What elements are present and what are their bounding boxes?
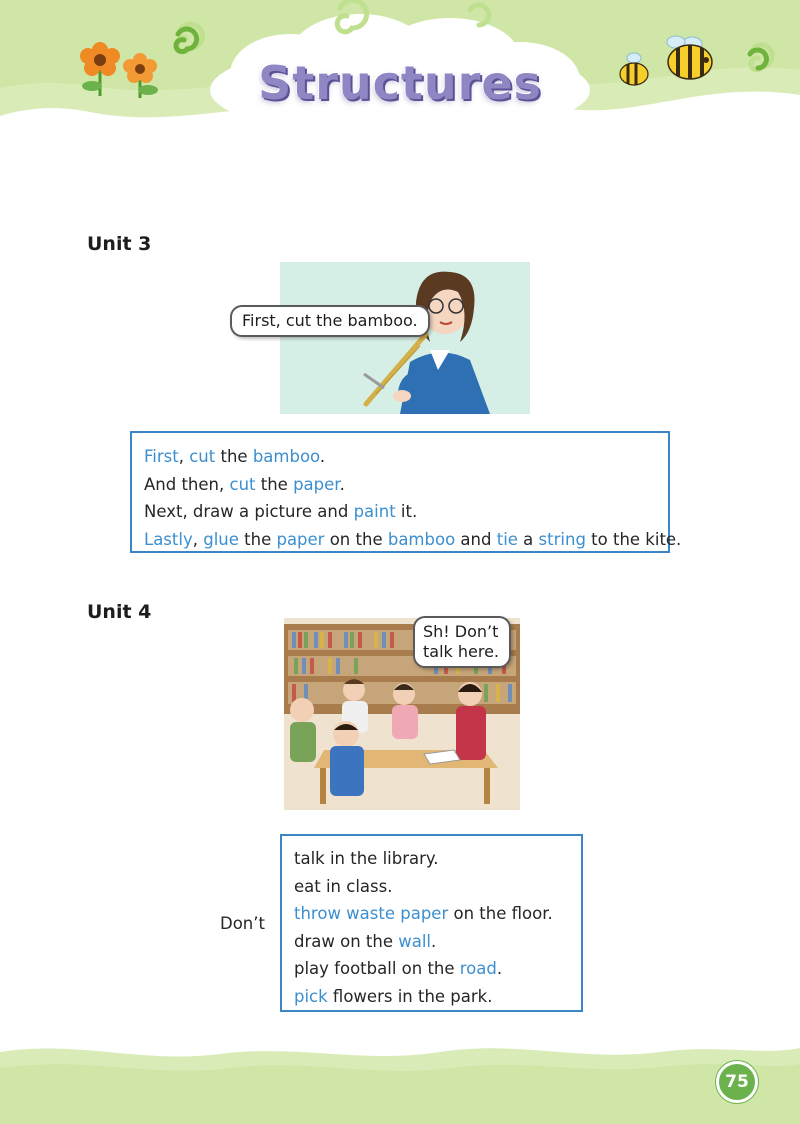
unit4-sentence-line xyxy=(294,900,581,928)
highlighted-word: paint xyxy=(353,502,396,521)
sentence-text: the xyxy=(255,474,294,494)
unit4-sentence-line xyxy=(294,955,581,983)
highlighted-word: bamboo xyxy=(252,447,320,466)
unit3-heading: Unit 3 xyxy=(87,233,152,255)
highlighted-word: bamboo xyxy=(387,529,456,549)
sentence-text: , xyxy=(192,529,204,549)
highlighted-word: cut xyxy=(189,447,216,466)
unit4-sentence-line xyxy=(294,983,581,1011)
highlighted-word: throw waste paper xyxy=(294,904,449,923)
highlighted-word: First xyxy=(144,447,179,466)
sentence-text: . xyxy=(319,447,326,466)
sentence-text: , xyxy=(178,447,190,466)
highlighted-word: tie xyxy=(496,529,518,549)
sentence-text: on the xyxy=(324,529,388,549)
unit3-sentence-list xyxy=(144,443,682,553)
unit4-sentence-box xyxy=(280,834,583,1012)
teacher-illustration xyxy=(280,262,530,414)
sentence-text: a xyxy=(517,529,539,549)
sentence-text: . xyxy=(496,959,503,978)
highlighted-word: pick xyxy=(294,986,328,1006)
sentence-text: play football on the xyxy=(294,959,460,978)
unit4-sentence-line xyxy=(294,873,581,901)
unit4-bubble-line2: talk here. xyxy=(423,642,500,661)
sentence-text: eat in class. xyxy=(294,876,393,896)
unit3-sentence-box xyxy=(130,431,682,553)
unit4-heading: Unit 4 xyxy=(87,601,152,623)
unit3-speech-bubble xyxy=(230,305,430,337)
sentence-text: . xyxy=(339,474,345,494)
sentence-text: . xyxy=(431,931,437,951)
unit4-sentence-list xyxy=(294,845,581,1010)
sentence-text: talk in the library. xyxy=(294,849,439,868)
unit3-sentence-line xyxy=(144,471,668,499)
highlighted-word: Lastly xyxy=(144,529,193,549)
sentence-text: the xyxy=(238,529,277,549)
unit4-speech-bubble xyxy=(413,616,511,668)
sentence-text: and xyxy=(455,529,497,549)
sentence-text: And then, xyxy=(144,474,230,494)
unit3-sentence-line xyxy=(144,526,682,554)
footer-wave xyxy=(0,1034,800,1124)
highlighted-word: string xyxy=(538,529,586,549)
unit3-bubble-text: First, cut the bamboo. xyxy=(242,311,418,330)
unit3-sentence-line xyxy=(144,498,668,526)
sentence-text: it. xyxy=(395,502,418,521)
unit4-bubble-line1: Sh! Don’t xyxy=(423,622,499,641)
dont-label: Don’t xyxy=(220,914,265,933)
highlighted-word: cut xyxy=(229,474,256,494)
highlighted-word: glue xyxy=(203,529,239,549)
sentence-text: flowers in the park. xyxy=(327,986,493,1006)
unit4-sentence-line xyxy=(294,928,581,956)
unit3-sentence-line xyxy=(144,443,668,471)
page-title: Structures xyxy=(258,56,542,110)
unit4-sentence-line xyxy=(294,845,581,873)
highlighted-word: wall xyxy=(398,931,432,951)
highlighted-word: paper xyxy=(293,474,340,494)
highlighted-word: paper xyxy=(276,529,325,549)
highlighted-word: road xyxy=(459,959,497,978)
sentence-text: to the kite. xyxy=(585,529,682,549)
sentence-text: Next, draw a picture and xyxy=(144,502,354,521)
page-number-badge: 75 xyxy=(716,1061,758,1103)
sentence-text: on the floor. xyxy=(448,904,553,923)
sentence-text: draw on the xyxy=(294,931,399,951)
sentence-text: the xyxy=(215,447,253,466)
